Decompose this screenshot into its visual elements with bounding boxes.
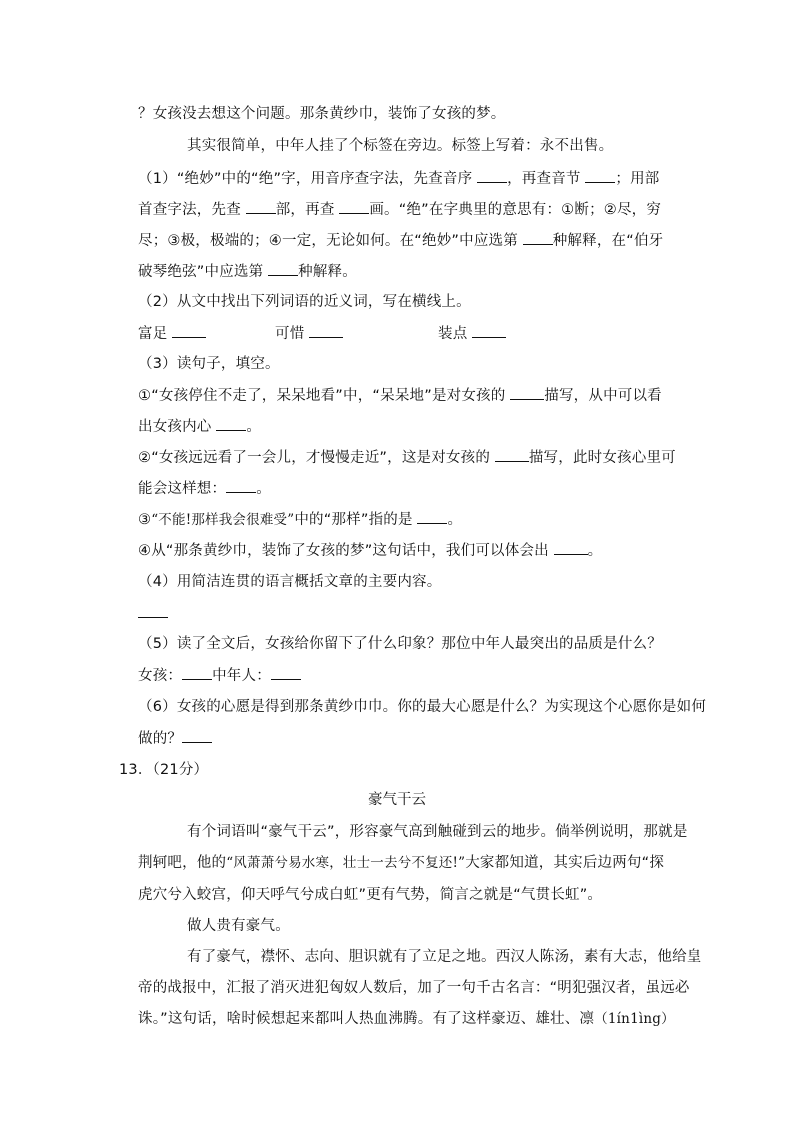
question-4-answer (138, 603, 168, 624)
text-span: （6）女孩的心愿是得到那条黄纱巾巾。你的最大心愿是什么？为实现这个心愿你是如何 (138, 699, 707, 715)
question-3-line (138, 354, 280, 374)
text-span: 豪气干云 (368, 792, 426, 808)
question-2-words (138, 323, 206, 344)
answer-blank[interactable] (309, 323, 343, 338)
answer-blank[interactable] (554, 540, 588, 555)
answer-blank[interactable] (271, 665, 301, 680)
answer-blank[interactable] (182, 665, 212, 680)
answer-blank[interactable] (339, 199, 369, 214)
question-2-line (138, 292, 471, 312)
answer-blank[interactable] (477, 168, 507, 183)
question-1-line (138, 261, 357, 282)
answer-blank[interactable] (226, 478, 256, 493)
answer-blank[interactable] (138, 603, 168, 618)
text-span: 破琴绝弦”中应选第 (138, 264, 264, 280)
article-line (138, 885, 602, 905)
text-span: ？女孩没去想这个问题。那条黄纱巾，装饰了女孩的梦。 (138, 106, 506, 122)
text-span: 大家都知道，其实后边两句“探 (465, 855, 665, 871)
text-span: 帝的战报中，汇报了消灭进犯匈奴人数后，加了一句千古名言：“明犯强汉者，虽远必 (138, 980, 690, 996)
question-3-line (138, 385, 662, 406)
question-4-line (138, 572, 441, 592)
text-span: 做的？ (138, 731, 183, 747)
question-3-line (138, 478, 271, 499)
text-span: 虎穴兮入蛟宫，仰天呼气兮成白虹”更有气势，简言之就是“气贯长虹”。 (138, 887, 603, 903)
text-span: （3）读句子，填空。 (138, 356, 280, 372)
question-1-line (138, 199, 661, 220)
text-span: 。 (246, 419, 262, 435)
article-line (138, 978, 690, 998)
answer-blank[interactable] (417, 509, 447, 524)
text-span: 有了豪气，襟怀、志向、胆识就有了立足之地。西汉人陈汤，素有大志，他给皇 (187, 949, 702, 965)
text-span: （5）读了全文后，女孩给你留下了什么印象？那位中年人最突出的品质是什么？ (138, 636, 662, 652)
answer-blank[interactable] (472, 323, 506, 338)
article-line (187, 822, 688, 842)
answer-blank[interactable] (216, 416, 246, 431)
text-span: 荆轲吧，他的 (138, 855, 227, 871)
text-line (187, 136, 613, 156)
question-3-line (138, 540, 602, 561)
text-span: 有个词语叫“豪气干云”，形容豪气高到触碰到云的地步。倘举例说明，那就是 (187, 824, 688, 840)
text-span: 诛。”这句话，啥时候想起来都叫人热血沸腾。有了这样豪迈、雄壮、凛 (138, 1011, 595, 1027)
question-2-words (275, 323, 343, 344)
text-span: 装点 (438, 326, 468, 342)
question-2-words (438, 323, 506, 344)
text-span: 部，再查 (275, 202, 335, 218)
text-span: 。 (587, 543, 603, 559)
text-span: 种解释。 (298, 264, 357, 280)
question-3-line (138, 447, 676, 468)
question-6-line (138, 697, 706, 717)
text-span: （1ín1ìng） (594, 1011, 675, 1027)
text-span: ①“女孩停住不走了，呆呆地看”中，“呆呆地”是对女孩的 (138, 388, 506, 404)
text-span: ；用部 (615, 171, 660, 187)
text-span: 中的“那样”指的是 (294, 512, 413, 528)
text-span: 描写，此时女孩心里可 (528, 450, 676, 466)
text-span: 。 (447, 512, 463, 528)
answer-blank[interactable] (172, 323, 206, 338)
answer-blank[interactable] (585, 168, 615, 183)
text-span: 描写，从中可以看 (544, 388, 662, 404)
answer-blank[interactable] (510, 385, 544, 400)
text-span: 首查字法，先查 (138, 202, 241, 218)
text-span: “不能!那样我会很难受” (151, 512, 295, 528)
text-span: 尽；③极，极端的；④一定，无论如何。在“绝妙”中应选第 (138, 233, 518, 249)
article-line (138, 853, 664, 873)
text-span: 富足 (138, 326, 168, 342)
question-1-line (138, 230, 663, 251)
answer-blank[interactable] (246, 199, 276, 214)
answer-blank[interactable] (495, 447, 529, 462)
answer-blank[interactable] (182, 728, 212, 743)
text-span: ③ (138, 512, 152, 528)
text-span: （4）用简洁连贯的语言概括文章的主要内容。 (138, 574, 442, 590)
text-span: 中年人： (212, 668, 271, 684)
text-span: 做人贵有豪气。 (187, 918, 290, 934)
question-3-line (138, 416, 261, 437)
text-line (138, 104, 506, 124)
text-span: 种解释，在“伯牙 (552, 233, 664, 249)
text-span: 13．（21分） (119, 762, 209, 778)
text-span: 可惜 (275, 326, 305, 342)
text-span: “风萧萧兮易水寒，壮士一去兮不复还!” (226, 855, 466, 871)
text-span: （1）“绝妙”中的“绝”字，用音序查字法，先查音序 (138, 171, 473, 187)
text-span: ，再查音节 (507, 171, 581, 187)
text-span: （2）从文中找出下列词语的近义词，写在横线上。 (138, 294, 471, 310)
question-5-line (138, 634, 662, 654)
question-1-line (138, 168, 660, 189)
article-line (187, 947, 702, 967)
question-13-number (119, 760, 208, 780)
text-span: ②“女孩远远看了一会儿，才慢慢走近”，这是对女孩的 (138, 450, 491, 466)
text-span: 。 (256, 481, 271, 497)
article-title (0, 790, 794, 810)
text-span: ④从“那条黄纱巾，装饰了女孩的梦”这句话中，我们可以体会出 (138, 543, 549, 559)
question-3-line (138, 509, 462, 530)
article-line (138, 1009, 675, 1029)
article-line (187, 916, 290, 936)
text-span: 其实很简单，中年人挂了个标签在旁边。标签上写着：永不出售。 (187, 138, 614, 154)
text-span: 女孩： (138, 668, 183, 684)
answer-blank[interactable] (523, 230, 553, 245)
text-span: 画。“绝”在字典里的意思有：①断；②尽，穷 (369, 202, 662, 218)
text-span: 能会这样想： (138, 481, 227, 497)
question-6-line (138, 728, 212, 749)
answer-blank[interactable] (268, 261, 298, 276)
text-span: 出女孩内心 (138, 419, 212, 435)
question-5-answer (138, 665, 301, 686)
